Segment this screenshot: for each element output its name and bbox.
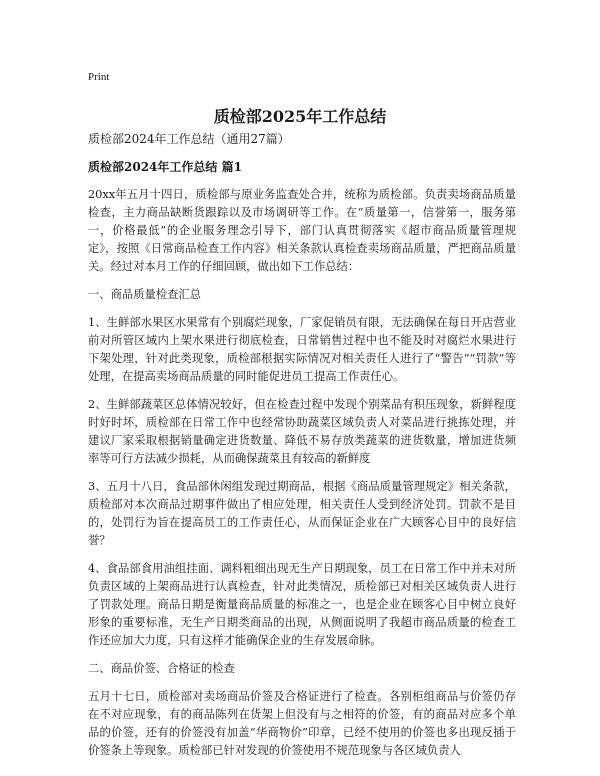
section-title: 质检部2024年工作总结 篇1 (88, 160, 242, 174)
last-paragraph: 五月十七日，质检部对卖场商品价签及合格证进行了检查。各别柜组商品与价签仍存在不对应现象，有的商品陈列在货架上但没有与之相符的价签，有的商品对应多个单品的价签，还有的价签没有加盖“华商物价”印章，已经不使用的价签也多出现反插于价签条上等现象。质检部已针对发现的价签使用不规范现象与各区域负责人 (88, 690, 516, 757)
item-paragraph-1: 1、生鲜部水果区水果常有个别腐烂现象，厂家促销员有限，无法确保在每日开店营业前对所管区域内上架水果进行彻底检查，日常销售过程中也不能及时对腐烂水果进行下架处理，针对此类现象，质检部根据实际情况对相关责任人进行了“警告”“罚款”等处理，在提高卖场商品质量的同时能促进员工提高工作责任心。 (88, 316, 516, 383)
intro-paragraph: 20xx年五月十四日，质检部与原业务监查处合并，统称为质检部。负责卖场商品质量检查，主力商品缺断货跟踪以及市场调研等工作。在“质量第一，信誉第一，服务第一，价格最低”的企业服务理念引导下，部门认真贯彻落实《超市商品质量管理规定》，按照《日常商品检查工作内容》相关条款认真检查卖场商品质量，严把商品质量关。经过对本月工作的仔细回顾，做出如下工作总结： (88, 188, 516, 273)
item-paragraph-3: 3、五月十八日，食品部休闲组发现过期商品，根据《商品质量管理规定》相关条款，质检部对本次商品过期事件做出了相应处理，相关责任人受到经济处罚。罚款不是目的，处罚行为旨在提高员工的工作责任心，从而保证企业在广大顾客心目中的良好信誉？ (88, 480, 516, 547)
print-label: Print (88, 71, 110, 83)
heading-quality-check: 一、商品质量检查汇总 (88, 288, 201, 301)
document-subtitle: 质检部2024年工作总结（通用27篇） (88, 132, 290, 146)
document-body (88, 130, 516, 770)
item-paragraph-4: 4、食品部食用油组挂面、调料粗细出现无生产日期现象，员工在日常工作中并未对所负责区域的上架商品进行认真检查，针对此类情况，质检部已对相关区域负责人进行了罚款处理。商品日期是衡量商品质量的标准之一，也是企业在顾客心目中树立良好形象的重要标准，无生产日期类商品的出现，从侧面说明了我超市商品质量的检查工作还应加大力度，只有这样才能确保企业的生存发展命脉。 (88, 562, 516, 647)
page-title: 质检部2025年工作总结 (213, 107, 387, 126)
item-paragraph-2: 2、生鲜部蔬菜区总体情况较好，但在检查过程中发现个别菜品有积压现象，新鲜程度时好时坏，质检部在日常工作中也经常协助蔬菜区域负责人对菜品进行挑拣处理，并建议厂家采取根据销量确定进货数量、降低不易存放类蔬菜的进货数量，增加进货频率等可行方法减少损耗，从而确保蔬菜且有较高的新鲜度 (88, 398, 516, 465)
heading-price-tags: 二、商品价签、合格证的检查 (88, 662, 235, 675)
